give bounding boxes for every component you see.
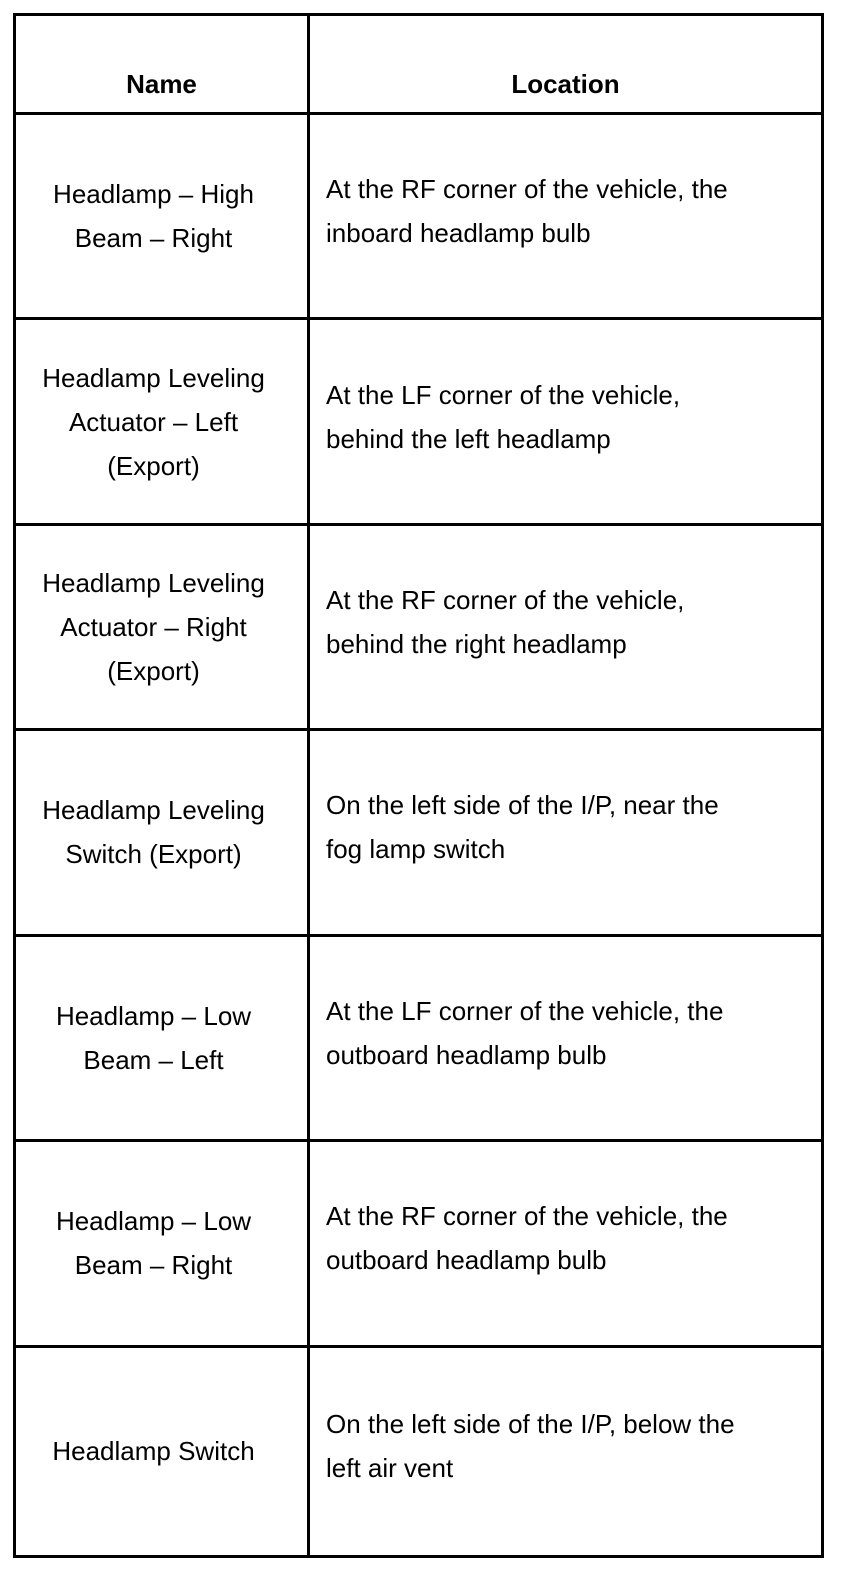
component-location-cell: At the RF corner of the vehicle, behind the right headlamp: [309, 524, 823, 729]
name-column-header: Name: [15, 15, 309, 114]
component-name-cell: Headlamp Leveling Actuator – Left (Export): [15, 319, 309, 524]
component-name-cell: Headlamp Leveling Switch (Export): [15, 730, 309, 935]
table-row: [15, 1141, 823, 1346]
table-row: [15, 1346, 823, 1556]
location-column-header: Location: [309, 15, 823, 114]
component-name-cell: Headlamp – Low Beam – Right: [15, 1141, 309, 1346]
component-name-cell: Headlamp – Low Beam – Left: [15, 935, 309, 1140]
component-location-cell: At the LF corner of the vehicle, the outboard headlamp bulb: [309, 935, 823, 1140]
component-name-cell: Headlamp – High Beam – Right: [15, 114, 309, 319]
component-location-cell: On the left side of the I/P, below the left air vent: [309, 1346, 823, 1556]
component-location-cell: On the left side of the I/P, near the fog lamp switch: [309, 730, 823, 935]
component-name-cell: Headlamp Leveling Actuator – Right (Export): [15, 524, 309, 729]
component-location-cell: At the RF corner of the vehicle, the inboard headlamp bulb: [309, 114, 823, 319]
component-location-cell: At the LF corner of the vehicle, behind the left headlamp: [309, 319, 823, 524]
component-location-table: [13, 13, 824, 1558]
table-header-row: [15, 15, 823, 114]
table-row: [15, 319, 823, 524]
table-row: [15, 524, 823, 729]
table-row: [15, 935, 823, 1140]
component-name-cell: Headlamp Switch: [15, 1346, 309, 1556]
table-row: [15, 730, 823, 935]
component-location-cell: At the RF corner of the vehicle, the outboard headlamp bulb: [309, 1141, 823, 1346]
table-row: [15, 114, 823, 319]
